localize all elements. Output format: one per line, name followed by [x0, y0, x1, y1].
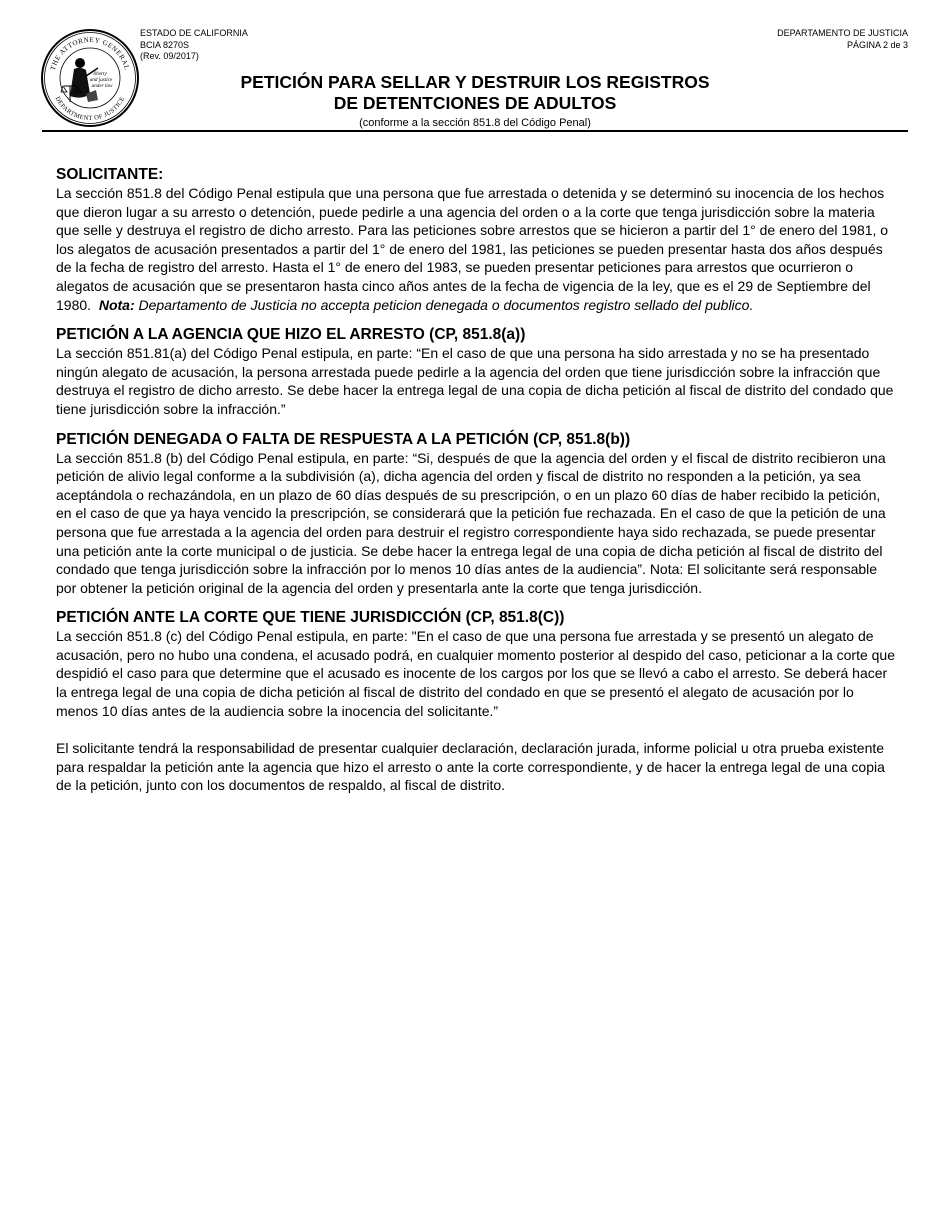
seal-motto-line1: liberty [93, 71, 107, 77]
section-solicitante [56, 166, 896, 314]
section-body: La sección 851.8 (b) del Código Penal estipula, en parte: “Si, después de que la agencia del orden y el fiscal de distrito recibieron una petición de alivio legal conforme a la subdivisión (a), dicha agencia del orden y fiscal de distrito no responden a la petición, ya sea aceptándola o rechazándola, en un plazo de 60 días después de su prescripción, o en un plazo 60 días de haber recibido la petición, en el caso de que ya haya vencido la prescripción, se considerará que la petición fue rechazada. En el caso de que la petición de una persona que fue arrestada a la agencia del orden para destruir el registro correspondiente haya sido rechazada, se puede presentar una petición ante la corte municipal o de justicia. Se debe hacer la entrega legal de una copia de dicha petición al fiscal de distrito del condado que tenga jurisdicción sobre la infracción por lo menos 10 días antes de la audiencia”. Nota: El solicitante será responsable por obtener la petición original de la agencia del orden y presentarla ante la corte que tenga jurisdicción. [56, 449, 886, 596]
seal-motto-line3: under law [91, 83, 113, 89]
section-text: La sección 851.8 del Código Penal estipula que una persona que fue arrestada o detenida y se determinó su inocencia de los hechos que dieron lugar a su arresto o detención, puede pedirle a una agencia del orden o a la corte que tenga jurisdicción sobre la materia que selle y destruya el registro de dicho arresto. Para las peticiones sobre arrestos que se hicieron a partir del 1° de enero del 1981, o los alegatos de acusación presentados a partir del 1° de enero del 1981, las peticiones se pueden presentar hasta dos años después de la fecha de registro del arresto. Hasta el 1° de enero del 1983, se pueden presentar peticiones para arrestos que ocurrieron o alegatos de acusación que se presentaron hasta cinco años antes de la fecha de vigencia de la ley, que es el 29 de Septiembre del 1980. [56, 185, 889, 313]
page-number: PÁGINA 2 de 3 [846, 39, 908, 50]
section-heading: PETICIÓN A LA AGENCIA QUE HIZO EL ARRESTO (CP, 851.8(a)) [56, 326, 526, 344]
title-line-2: DE DETENTCIONES DE ADULTOS [333, 93, 617, 113]
section-responsabilidad [56, 739, 896, 795]
attorney-general-seal [40, 28, 140, 128]
section-heading: PETICIÓN DENEGADA O FALTA DE RESPUESTA A LA PETICIÓN (CP, 851.8(b)) [56, 430, 631, 448]
revision-date: (Rev. 09/2017) [140, 51, 199, 61]
note-text: Departamento de Justicia no accepta peticion denegada o documentos registro sellado del publico. [138, 296, 754, 313]
document-title [140, 72, 810, 114]
header-divider [42, 130, 908, 132]
section-body: La sección 851.8 (c) del Código Penal estipula, en parte: "En el caso de que una persona fue arrestada y se presentó un alegato de acusación, pero no hubo una condena, el acusado podrá, en cualquier momento posterior al despido del caso, peticionar a la corte que despidió el caso para que determine que el acusado es inocente de los cargos por los que se llevó a cabo el arresto. Se deberá hacer la entrega legal de una copia de dicha petición al fiscal de distrito del condado en que se presentó el alegato de acusación por lo menos 10 días antes de la audiencia sobre la inocencia del solicitante.” [56, 628, 896, 719]
section-agencia [56, 326, 896, 418]
section-heading: SOLICITANTE: [56, 166, 164, 183]
section-body: La sección 851.81(a) del Código Penal estipula, en parte: “En el caso de que una persona ha sido arrestada y no se ha presentado ningún alegato de acusación, la persona arrestada puede pedirle a la agencia del orden que tiene jurisdicción sobre la infracción que destruya el registro de dicho arresto. Se debe hacer la entrega legal de una copia de dicha petición al fiscal de distrito del condado que tiene jurisdicción sobre la infracción.” [56, 345, 894, 417]
seal-motto-line2: and justice [89, 77, 113, 83]
section-body [56, 184, 896, 314]
document-body [56, 166, 896, 795]
section-body: El solicitante tendrá la responsabilidad de presentar cualquier declaración, declaración jurada, informe policial u otra prueba existente para respaldar la petición ante la agencia que hizo el arresto o ante la corte correspondiente, y de hacer la entrega legal de una copia de la petición, junto con los documentos de respaldo, al fiscal de distrito. [56, 740, 885, 794]
form-number: BCIA 8270S [140, 39, 190, 50]
section-denegada [56, 431, 896, 598]
section-heading: PETICIÓN ANTE LA CORTE QUE TIENE JURISDICCIÓN (CP, 851.8(C)) [56, 609, 565, 627]
state-label: ESTADO DE CALIFORNIA [140, 28, 248, 38]
header-right-block [777, 28, 908, 51]
department-label: DEPARTAMENTO DE JUSTICIA [777, 28, 908, 38]
document-subtitle: (conforme a la sección 851.8 del Código Penal) [359, 117, 591, 129]
seal-ring-bottom-text: DEPARTMENT OF JUSTICE [53, 95, 127, 123]
note-label: Nota: [98, 296, 135, 313]
title-line-1: PETICIÓN PARA SELLAR Y DESTRUIR LOS REGISTROS [240, 72, 710, 92]
section-corte [56, 609, 896, 720]
seal-ring-top-text: THE ATTORNEY GENERAL [48, 35, 132, 72]
header-left-block [140, 28, 248, 63]
